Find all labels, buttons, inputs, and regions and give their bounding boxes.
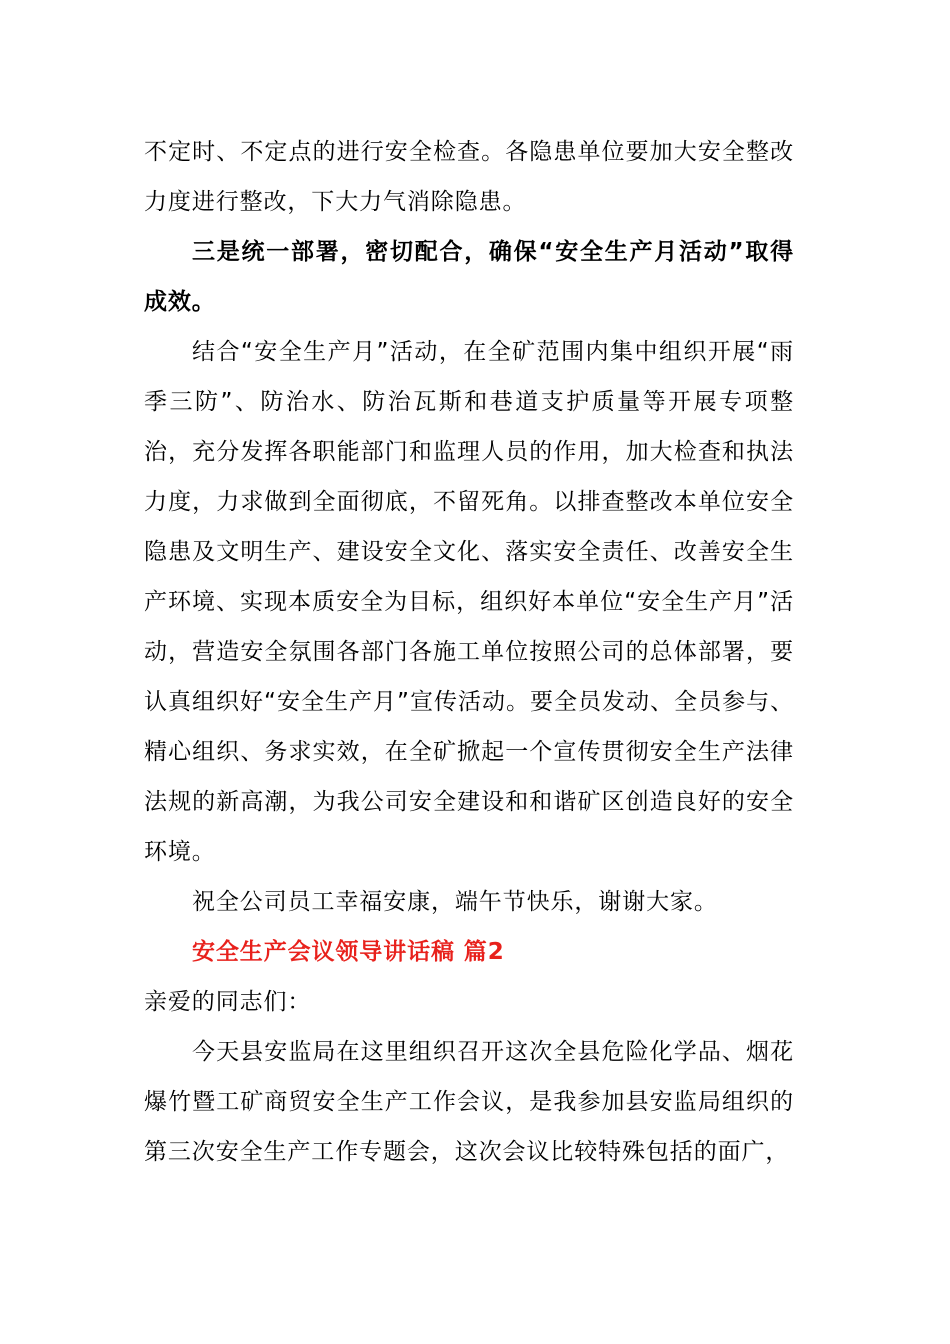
document-page (144, 127, 794, 1177)
paragraph-closing-wishes: 祝全公司员工幸福安康，端午节快乐，谢谢大家。 (192, 889, 718, 915)
paragraph-point-three-heading: 三是统一部署，密切配合，确保“安全生产月活动”取得成效。 (144, 239, 794, 315)
salutation: 亲爱的同志们： (144, 989, 312, 1015)
paragraph-continuation: 不定时、不定点的进行安全检查。各隐患单位要加大安全整改力度进行整改，下大力气消除隐患。 (144, 139, 794, 215)
paragraph-section-body: 今天县安监局在这里组织召开这次全县危险化学品、烟花爆竹暨工矿商贸安全生产工作会议，是我参加县安监局组织的第三次安全生产工作专题会，这次会议比较特殊包括的面广， (144, 1039, 794, 1165)
section-heading: 安全生产会议领导讲话稿 篇2 (192, 939, 505, 965)
paragraph-safety-month: 结合“安全生产月”活动，在全矿范围内集中组织开展“雨季三防”、防治水、防治瓦斯和巷道支护质量等开展专项整治，充分发挥各职能部门和监理人员的作用，加大检查和执法力度，力求做到全面彻底，不留死角。以排查整改本单位安全隐患及文明生产、建设安全文化、落实安全责任、改善安全生产环境、实现本质安全为目标，组织好本单位“安全生产月”活动，营造安全氛围各部门各施工单位按照公司的总体部署，要认真组织好“安全生产月”宣传活动。要全员发动、全员参与、精心组织、务求实效，在全矿掀起一个宣传贯彻安全生产法律法规的新高潮，为我公司安全建设和和谐矿区创造良好的安全环境。 (144, 339, 794, 865)
